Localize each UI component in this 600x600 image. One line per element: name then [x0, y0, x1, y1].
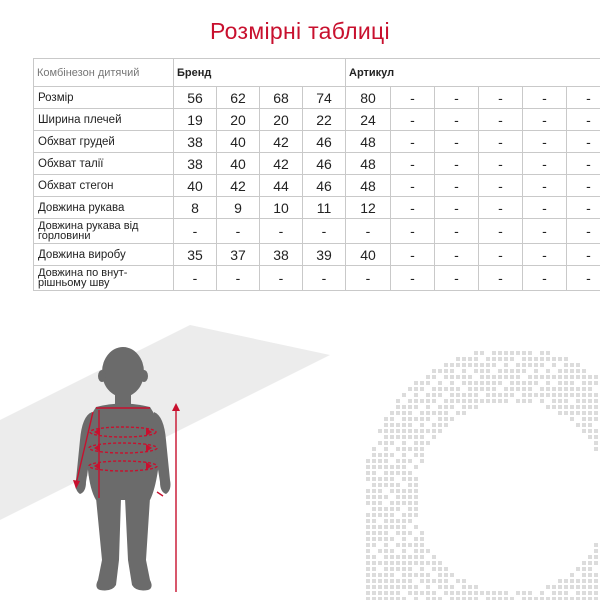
table-cell: -: [567, 131, 600, 153]
row-label: Довжина виробу: [34, 244, 174, 266]
table-cell: -: [523, 244, 567, 266]
table-cell: 68: [260, 87, 303, 109]
table-cell: -: [435, 197, 479, 219]
table-cell: -: [479, 87, 523, 109]
table-cell: -: [435, 266, 479, 291]
table-cell: 62: [217, 87, 260, 109]
table-cell: -: [523, 219, 567, 244]
table-cell: -: [479, 197, 523, 219]
table-cell: -: [260, 266, 303, 291]
table-cell: 40: [174, 175, 217, 197]
table-cell: 35: [174, 244, 217, 266]
table-cell: -: [303, 219, 346, 244]
row-label: Обхват талії: [34, 153, 174, 175]
table-cell: -: [523, 131, 567, 153]
table-cell: 9: [217, 197, 260, 219]
table-cell: -: [391, 153, 435, 175]
table-cell: 37: [217, 244, 260, 266]
table-cell: -: [523, 153, 567, 175]
row-label: Обхват стегон: [34, 175, 174, 197]
table-cell: 46: [303, 131, 346, 153]
table-cell: 38: [174, 131, 217, 153]
brand-header: Бренд: [174, 59, 346, 87]
table-cell: -: [479, 109, 523, 131]
table-cell: 10: [260, 197, 303, 219]
table-cell: -: [391, 109, 435, 131]
table-cell: -: [303, 266, 346, 291]
table-cell: 38: [260, 244, 303, 266]
table-cell: 40: [217, 131, 260, 153]
table-cell: 48: [346, 131, 391, 153]
row-label: Обхват грудей: [34, 131, 174, 153]
table-cell: 42: [260, 131, 303, 153]
table-cell: -: [567, 175, 600, 197]
row-label: Довжина рукава від горловини: [34, 219, 174, 244]
table-cell: 39: [303, 244, 346, 266]
table-cell: 40: [346, 244, 391, 266]
table-cell: -: [217, 219, 260, 244]
table-cell: -: [435, 244, 479, 266]
table-cell: 8: [174, 197, 217, 219]
table-cell: 56: [174, 87, 217, 109]
table-cell: -: [479, 131, 523, 153]
table-cell: 42: [217, 175, 260, 197]
table-cell: -: [435, 109, 479, 131]
row-label: Довжина по внут-рішньому шву: [34, 266, 174, 291]
page-title: Розмірні таблиці: [210, 18, 390, 44]
row-label: Ширина плечей: [34, 109, 174, 131]
table-cell: -: [567, 219, 600, 244]
table-cell: 38: [174, 153, 217, 175]
table-cell: -: [523, 266, 567, 291]
table-cell: -: [391, 266, 435, 291]
table-cell: -: [391, 197, 435, 219]
row-label: Розмір: [34, 87, 174, 109]
table-cell: 44: [260, 175, 303, 197]
table-cell: -: [479, 153, 523, 175]
table-cell: 40: [217, 153, 260, 175]
row-label: Довжина рукава: [34, 197, 174, 219]
table-cell: -: [479, 175, 523, 197]
table-cell: -: [479, 219, 523, 244]
table-cell: 46: [303, 153, 346, 175]
table-cell: -: [523, 109, 567, 131]
table-cell: 80: [346, 87, 391, 109]
table-cell: -: [435, 131, 479, 153]
table-cell: 74: [303, 87, 346, 109]
table-cell: -: [391, 87, 435, 109]
table-cell: 24: [346, 109, 391, 131]
table-cell: -: [174, 219, 217, 244]
table-cell: 48: [346, 175, 391, 197]
table-cell: -: [479, 244, 523, 266]
table-cell: -: [217, 266, 260, 291]
table-cell: 48: [346, 153, 391, 175]
table-cell: -: [567, 87, 600, 109]
table-cell: 12: [346, 197, 391, 219]
table-cell: 22: [303, 109, 346, 131]
table-cell: -: [567, 244, 600, 266]
table-cell: -: [523, 175, 567, 197]
table-cell: -: [567, 153, 600, 175]
table-cell: -: [567, 266, 600, 291]
table-cell: -: [567, 197, 600, 219]
table-cell: -: [479, 266, 523, 291]
table-cell: 11: [303, 197, 346, 219]
table-cell: 42: [260, 153, 303, 175]
table-cell: -: [391, 219, 435, 244]
article-header: Артикул: [346, 59, 600, 87]
table-cell: -: [567, 109, 600, 131]
table-cell: -: [391, 131, 435, 153]
table-cell: -: [391, 175, 435, 197]
table-cell: -: [346, 219, 391, 244]
table-cell: -: [435, 153, 479, 175]
table-cell: -: [523, 87, 567, 109]
table-corner-label: Комбінезон дитячий: [34, 59, 174, 87]
table-cell: -: [174, 266, 217, 291]
table-cell: 20: [217, 109, 260, 131]
table-cell: -: [435, 219, 479, 244]
table-cell: 19: [174, 109, 217, 131]
table-cell: -: [435, 175, 479, 197]
table-cell: -: [260, 219, 303, 244]
table-cell: -: [346, 266, 391, 291]
table-cell: -: [435, 87, 479, 109]
table-cell: 20: [260, 109, 303, 131]
table-cell: -: [391, 244, 435, 266]
table-cell: 46: [303, 175, 346, 197]
table-cell: -: [523, 197, 567, 219]
